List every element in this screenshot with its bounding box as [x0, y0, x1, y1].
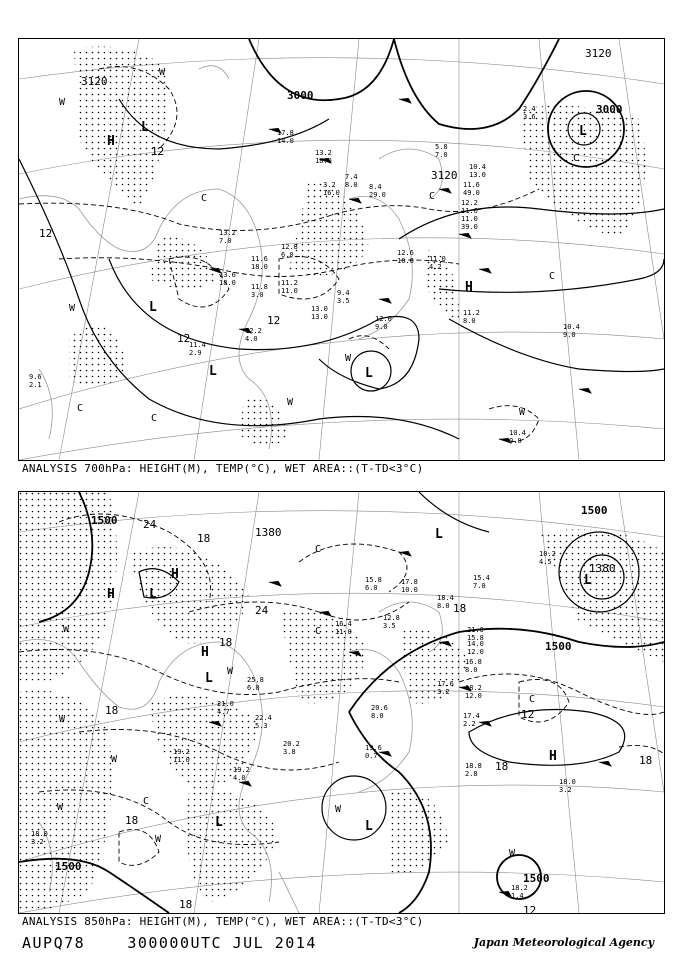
svg-text:11.0: 11.0	[429, 255, 446, 263]
svg-text:11.0: 11.0	[173, 756, 190, 764]
svg-text:6.0: 6.0	[365, 584, 378, 592]
station-plot	[463, 181, 480, 197]
height-label: 1500	[91, 514, 118, 527]
svg-text:17.8: 17.8	[277, 129, 294, 137]
svg-text:11.8: 11.8	[251, 283, 268, 291]
map-850hpa	[18, 491, 665, 914]
svg-text:18.4: 18.4	[437, 594, 454, 602]
svg-text:11.2: 11.2	[281, 279, 298, 287]
station-plot	[315, 149, 332, 165]
svg-text:12.0: 12.0	[465, 692, 482, 700]
svg-text:15.4: 15.4	[473, 574, 490, 582]
station-plot	[233, 766, 250, 782]
svg-text:13.6: 13.6	[219, 271, 236, 279]
low-center-marker: L	[141, 120, 149, 135]
svg-text:11.4: 11.4	[189, 341, 206, 349]
cold-center-marker: C	[77, 403, 84, 414]
svg-text:4.0: 4.0	[233, 774, 246, 782]
station-plot	[281, 279, 298, 295]
height-label: 3120	[585, 47, 612, 60]
station-plot	[473, 574, 490, 590]
svg-text:3.5: 3.5	[337, 297, 350, 305]
warm-center-marker: W	[287, 397, 294, 408]
svg-text:12.0: 12.0	[467, 648, 484, 656]
svg-text:8.0: 8.0	[463, 317, 476, 325]
svg-text:17.6: 17.6	[437, 680, 454, 688]
svg-text:13.0: 13.0	[311, 313, 328, 321]
height-label: 3000	[287, 89, 314, 102]
station-plot	[219, 229, 236, 245]
svg-text:10.0: 10.0	[401, 586, 418, 594]
svg-text:22.4: 22.4	[255, 714, 272, 722]
svg-text:10.4: 10.4	[469, 163, 486, 171]
cold-center-marker: C	[529, 694, 536, 705]
svg-text:5.3: 5.3	[255, 722, 268, 730]
warm-center-marker: W	[69, 303, 76, 314]
svg-text:3.8: 3.8	[283, 748, 296, 756]
station-plot	[383, 614, 400, 630]
svg-text:13.2: 13.2	[315, 149, 332, 157]
height-label: 1380	[255, 526, 282, 539]
station-plot	[173, 748, 190, 764]
station-plot	[255, 714, 272, 730]
svg-text:10.0: 10.0	[397, 257, 414, 265]
svg-text:18.2: 18.2	[465, 684, 482, 692]
low-center-marker: L	[149, 587, 157, 602]
cold-center-marker: C	[151, 413, 158, 424]
svg-text:13.2: 13.2	[219, 229, 236, 237]
svg-text:18.0: 18.0	[251, 263, 268, 271]
low-center-marker: L	[215, 815, 223, 830]
low-center-marker: L	[579, 124, 587, 139]
station-plot	[311, 305, 328, 321]
svg-text:25.8: 25.8	[247, 676, 264, 684]
svg-text:12.0: 12.0	[375, 315, 392, 323]
station-plot	[397, 249, 414, 265]
svg-text:18.0: 18.0	[219, 279, 236, 287]
low-center-marker: L	[209, 364, 217, 379]
svg-text:21.0: 21.0	[217, 700, 234, 708]
chart-id: AUPQ78	[22, 934, 86, 952]
svg-text:3.2: 3.2	[559, 786, 572, 794]
svg-text:9.4: 9.4	[337, 289, 350, 297]
station-plot	[251, 255, 268, 271]
isotherm-label: 18	[197, 532, 211, 545]
isotherm-label: 12	[177, 332, 191, 345]
svg-text:29.0: 29.0	[369, 191, 386, 199]
svg-text:3.0: 3.0	[251, 291, 264, 299]
svg-text:11.0: 11.0	[461, 215, 478, 223]
station-plot	[29, 373, 42, 389]
svg-text:10.4: 10.4	[563, 323, 580, 331]
cold-center-marker: C	[573, 153, 580, 164]
low-center-marker: L	[435, 527, 443, 542]
svg-text:21.0: 21.0	[467, 626, 484, 634]
valid-time: 300000UTC JUL 2014	[127, 934, 317, 952]
svg-text:7.0: 7.0	[473, 582, 486, 590]
svg-text:18.0: 18.0	[315, 157, 332, 165]
isotherm-label: 18	[219, 636, 233, 649]
svg-text:15.8: 15.8	[365, 576, 382, 584]
svg-text:8.0: 8.0	[345, 181, 358, 189]
svg-text:5.8: 5.8	[435, 143, 448, 151]
agency-credit: Japan Meteorological Agency	[473, 936, 654, 949]
station-plot	[245, 327, 262, 343]
warm-center-marker: W	[59, 714, 66, 725]
svg-text:12.6: 12.6	[397, 249, 414, 257]
warm-center-marker: W	[227, 666, 234, 677]
svg-text:16.8: 16.8	[465, 658, 482, 666]
height-label: 1500	[581, 504, 608, 517]
svg-text:9.6: 9.6	[29, 373, 42, 381]
svg-text:11.0: 11.0	[335, 628, 352, 636]
warm-center-marker: W	[59, 97, 66, 108]
height-label: 1500	[55, 860, 82, 873]
warm-center-marker: W	[57, 802, 64, 813]
station-plot	[523, 105, 536, 121]
high-center-marker: H	[465, 280, 473, 295]
svg-text:14.0: 14.0	[277, 137, 294, 145]
svg-text:17.4: 17.4	[463, 712, 480, 720]
station-plot	[371, 704, 388, 720]
svg-text:12.2: 12.2	[461, 199, 478, 207]
svg-text:2.1: 2.1	[29, 381, 42, 389]
isotherm-label: 24	[143, 518, 157, 531]
cold-center-marker: C	[315, 626, 322, 637]
caption-850hpa: ANALYSIS 850hPa: HEIGHT(M), TEMP(°C), WET AREA::(T-TD<3°C)	[22, 915, 424, 928]
station-plot	[463, 712, 480, 728]
station-plot	[469, 163, 486, 179]
svg-text:11.0: 11.0	[461, 207, 478, 215]
warm-center-marker: W	[519, 407, 526, 418]
cold-center-marker: C	[429, 191, 436, 202]
isotherm-label: 18	[179, 898, 193, 911]
cold-center-marker: C	[315, 544, 322, 555]
svg-text:7.4: 7.4	[345, 173, 358, 181]
svg-text:9.0: 9.0	[563, 331, 576, 339]
station-plot	[375, 315, 392, 331]
station-plot	[283, 740, 300, 756]
svg-text:7.0: 7.0	[219, 237, 232, 245]
svg-text:2.4: 2.4	[523, 105, 536, 113]
cold-center-marker: C	[549, 271, 556, 282]
map-850hpa-canvas	[19, 492, 664, 913]
station-plot	[465, 658, 482, 674]
low-center-marker: L	[365, 819, 373, 834]
high-center-marker: H	[201, 645, 209, 660]
high-center-marker: H	[171, 567, 179, 582]
height-label: 3000	[596, 103, 623, 116]
svg-text:18.0: 18.0	[559, 778, 576, 786]
svg-text:4.7: 4.7	[217, 708, 230, 716]
station-plot	[323, 181, 340, 197]
svg-text:3.2: 3.2	[323, 181, 336, 189]
svg-text:20.2: 20.2	[283, 740, 300, 748]
isotherm-label: 12	[39, 227, 53, 240]
station-plot	[247, 676, 264, 692]
warm-center-marker: W	[159, 67, 166, 78]
isotherm-label: 12	[267, 314, 281, 327]
warm-center-marker: W	[335, 804, 342, 815]
warm-center-marker: W	[345, 353, 352, 364]
svg-text:3.2: 3.2	[437, 688, 450, 696]
svg-text:39.0: 39.0	[461, 223, 478, 231]
svg-text:2.2: 2.2	[463, 720, 476, 728]
warm-center-marker: W	[155, 834, 162, 845]
svg-text:8.0: 8.0	[371, 712, 384, 720]
station-plot	[467, 640, 484, 656]
svg-text:49.0: 49.0	[463, 189, 480, 197]
station-plot	[401, 578, 418, 594]
station-plot	[461, 215, 478, 231]
station-plot	[437, 594, 454, 610]
warm-center-marker: W	[63, 624, 70, 635]
station-plot	[345, 173, 358, 189]
svg-text:2.8: 2.8	[465, 770, 478, 778]
isotherm-label: 18	[453, 602, 467, 615]
svg-text:19.2: 19.2	[233, 766, 250, 774]
map-700hpa-canvas	[19, 39, 664, 460]
svg-text:6.0: 6.0	[247, 684, 260, 692]
svg-text:10.2: 10.2	[539, 550, 556, 558]
station-plot	[563, 323, 580, 339]
station-plot	[465, 762, 482, 778]
cold-center-marker: C	[201, 193, 208, 204]
station-plot	[335, 620, 352, 636]
map-700hpa	[18, 38, 665, 461]
height-label: 1500	[523, 872, 550, 885]
height-label: 3120	[431, 169, 458, 182]
svg-text:11.6: 11.6	[251, 255, 268, 263]
svg-text:8.0: 8.0	[437, 602, 450, 610]
svg-text:0.7: 0.7	[365, 752, 378, 760]
cold-center-marker: C	[143, 796, 150, 807]
svg-text:1.4: 1.4	[511, 892, 524, 900]
svg-text:12.2: 12.2	[245, 327, 262, 335]
station-plot	[461, 199, 478, 215]
svg-text:15.8: 15.8	[467, 634, 484, 642]
svg-text:7.0: 7.0	[435, 151, 448, 159]
svg-text:4.5: 4.5	[539, 558, 552, 566]
svg-text:11.0: 11.0	[281, 287, 298, 295]
svg-text:4.0: 4.0	[245, 335, 258, 343]
svg-text:17.8: 17.8	[401, 578, 418, 586]
svg-text:10.4: 10.4	[509, 429, 526, 437]
chart-id-and-valid-time	[22, 934, 317, 952]
isotherm-label: 12	[521, 708, 535, 721]
svg-text:11.2: 11.2	[463, 309, 480, 317]
height-label: 3120	[81, 75, 108, 88]
svg-text:0.0: 0.0	[509, 437, 522, 445]
station-plot	[365, 576, 382, 592]
svg-text:3.6: 3.6	[523, 113, 536, 121]
station-plot	[277, 129, 294, 145]
svg-text:19.2: 19.2	[173, 748, 190, 756]
caption-700hpa: ANALYSIS 700hPa: HEIGHT(M), TEMP(°C), WET AREA::(T-TD<3°C)	[22, 462, 424, 475]
warm-center-marker: W	[509, 848, 516, 859]
temperature-centers	[57, 544, 535, 859]
station-plot	[219, 271, 236, 287]
height-label: 1500	[545, 640, 572, 653]
station-plot	[465, 684, 482, 700]
svg-text:18.0: 18.0	[31, 830, 48, 838]
svg-text:4.2: 4.2	[429, 263, 442, 271]
warm-center-marker: W	[111, 754, 118, 765]
station-plot	[369, 183, 386, 199]
svg-text:16.0: 16.0	[323, 189, 340, 197]
station-plot	[463, 309, 480, 325]
isotherm-label: 18	[125, 814, 139, 827]
isotherm-label: 18	[495, 760, 509, 773]
svg-text:8.4: 8.4	[369, 183, 382, 191]
low-center-marker: L	[149, 300, 157, 315]
svg-text:9.0: 9.0	[375, 323, 388, 331]
svg-text:3.2: 3.2	[31, 838, 44, 846]
svg-text:20.6: 20.6	[371, 704, 388, 712]
svg-text:8.0: 8.0	[465, 666, 478, 674]
station-plot	[337, 289, 350, 305]
high-center-marker: H	[549, 749, 557, 764]
high-center-marker: H	[107, 134, 115, 149]
svg-text:16.4: 16.4	[335, 620, 352, 628]
svg-text:13.0: 13.0	[469, 171, 486, 179]
station-plot	[189, 341, 206, 357]
station-plot	[251, 283, 268, 299]
station-plots	[31, 550, 576, 900]
high-center-marker: H	[107, 587, 115, 602]
svg-text:18.2: 18.2	[511, 884, 528, 892]
svg-text:14.0: 14.0	[467, 640, 484, 648]
svg-text:19.6: 19.6	[365, 744, 382, 752]
svg-text:13.0: 13.0	[311, 305, 328, 313]
height-label: 1380	[589, 562, 616, 575]
svg-text:12.8: 12.8	[281, 243, 298, 251]
svg-text:18.8: 18.8	[465, 762, 482, 770]
wet-areas	[19, 492, 664, 913]
isotherm-label: 18	[105, 704, 119, 717]
station-plot	[435, 143, 448, 159]
svg-text:11.6: 11.6	[463, 181, 480, 189]
svg-text:6.0: 6.0	[281, 251, 294, 259]
isotherm-label: 18	[639, 754, 653, 767]
low-center-marker: L	[365, 366, 373, 381]
isotherm-label: 12	[523, 904, 537, 913]
low-center-marker: L	[584, 573, 592, 588]
station-plot	[509, 429, 526, 445]
low-center-marker: L	[205, 671, 213, 686]
svg-text:12.8: 12.8	[383, 614, 400, 622]
isotherm-label: 12	[151, 145, 165, 158]
svg-text:3.5: 3.5	[383, 622, 396, 630]
svg-text:2.9: 2.9	[189, 349, 202, 357]
isotherm-label: 24	[255, 604, 269, 617]
